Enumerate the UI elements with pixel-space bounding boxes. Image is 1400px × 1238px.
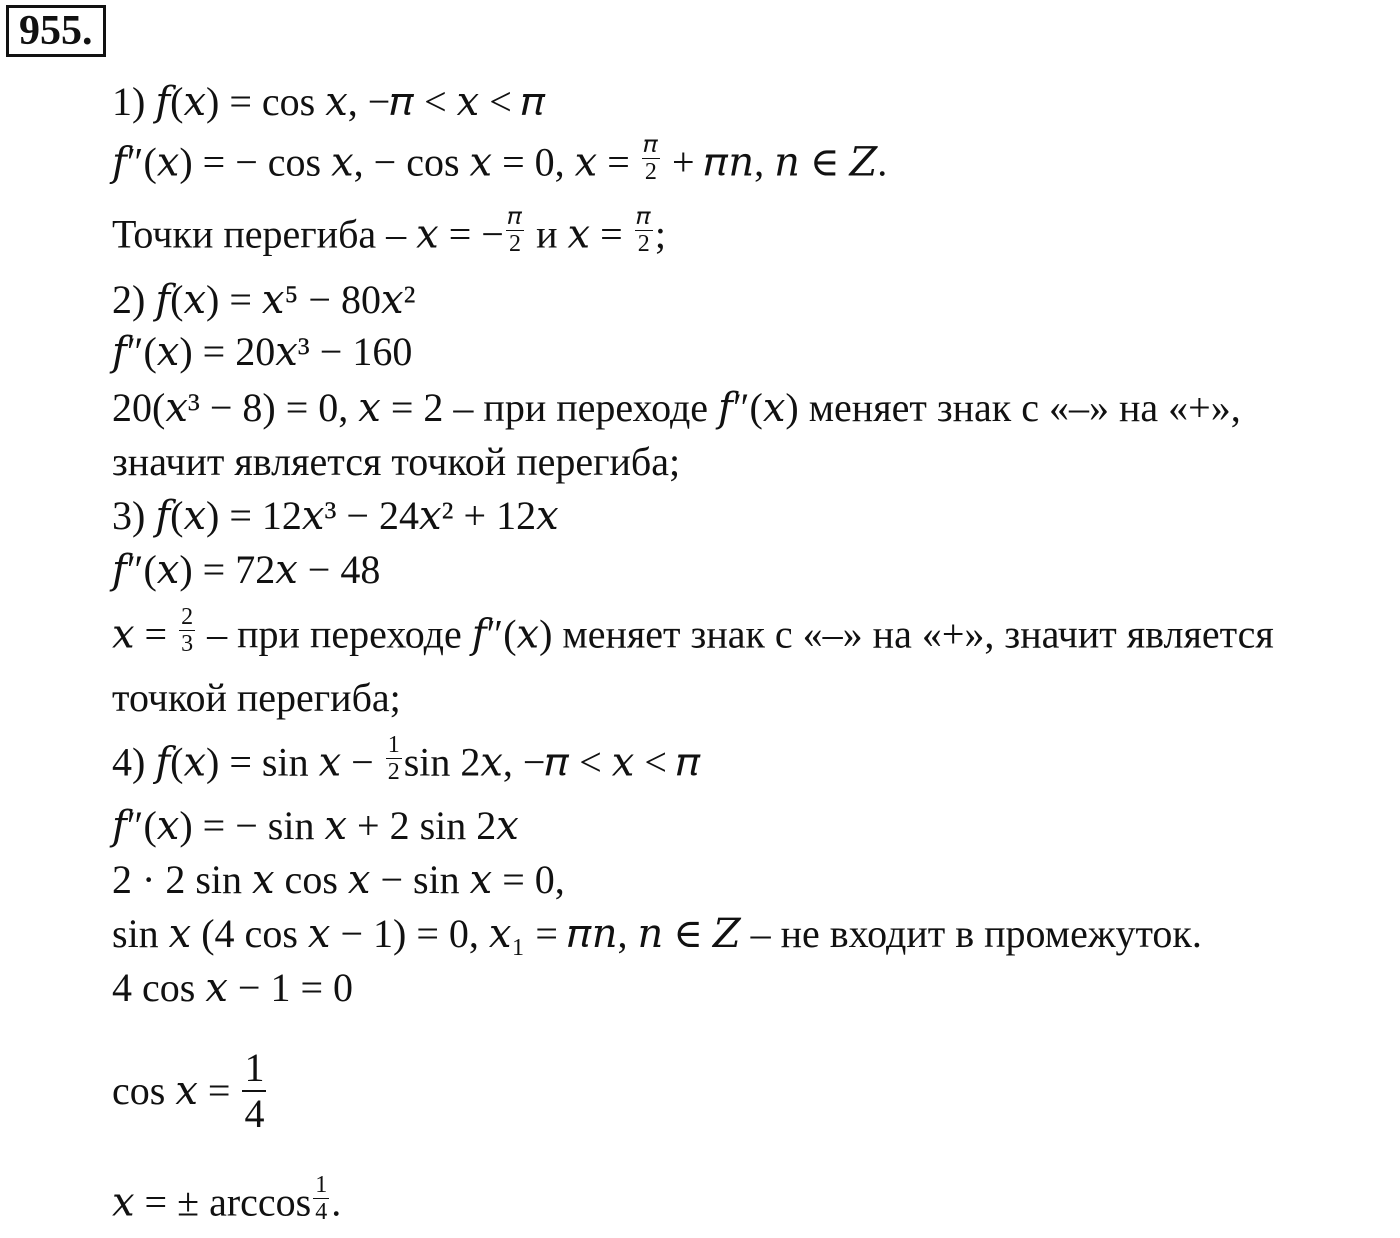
- solution-line: [112, 604, 1274, 665]
- fraction: [386, 732, 402, 785]
- fraction: [642, 132, 660, 185]
- fraction: [179, 604, 195, 657]
- math-text: .: [331, 1179, 342, 1225]
- solution-line: 3) 𝑓(𝑥) = 12𝑥³ − 24𝑥² + 12𝑥: [112, 493, 559, 538]
- solution-line: [112, 1045, 268, 1140]
- fraction-denominator: 2: [637, 231, 650, 257]
- solution-line: [112, 132, 888, 193]
- math-text: + 𝜋𝑛, 𝑛 ∈ 𝑍.: [662, 139, 888, 185]
- fraction-denominator: 2: [387, 759, 400, 785]
- fraction: [242, 1046, 266, 1136]
- solution-line: 4 cos 𝑥 − 1 = 0: [112, 965, 353, 1010]
- solution-line: [112, 1172, 342, 1233]
- solution-line: 𝑓″(𝑥) = 20𝑥³ − 160: [112, 329, 413, 374]
- solution-line: [112, 732, 701, 793]
- solution-line: значит является точкой перегиба;: [112, 439, 681, 484]
- solution-line: 1) 𝑓(𝑥) = cos 𝑥, −𝜋 < 𝑥 < 𝜋: [112, 79, 546, 124]
- fraction-denominator: 2: [644, 159, 657, 185]
- problem-number-badge: 955.: [6, 5, 106, 57]
- solution-line: 2) 𝑓(𝑥) = 𝑥⁵ − 80𝑥²: [112, 277, 416, 322]
- fraction-denominator: 4: [315, 1199, 328, 1225]
- math-text: – при переходе 𝑓″(𝑥) меняет знак с «–» на «+», значит является: [197, 611, 1274, 657]
- fraction-numerator: 2: [181, 604, 194, 630]
- solution-line: [112, 204, 667, 265]
- math-text: Точки перегиба – 𝑥 = −: [112, 211, 504, 257]
- fraction-numerator: 1: [387, 732, 400, 758]
- fraction: [635, 204, 653, 257]
- math-text: 𝑥 = ± arccos: [112, 1179, 312, 1225]
- fraction-denominator: 3: [181, 631, 194, 657]
- math-text: 𝑓″(𝑥) = − cos 𝑥, − cos 𝑥 = 0, 𝑥 =: [112, 139, 640, 185]
- solution-line: 𝑓″(𝑥) = − sin 𝑥 + 2 sin 2𝑥: [112, 803, 519, 848]
- fraction-denominator: 4: [244, 1091, 265, 1136]
- math-text: и 𝑥 =: [526, 211, 633, 257]
- fraction-numerator: 1: [315, 1172, 328, 1198]
- fraction-numerator: 1: [244, 1045, 265, 1090]
- fraction: [313, 1172, 329, 1225]
- solution-line: 𝑓″(𝑥) = 72𝑥 − 48: [112, 547, 381, 592]
- solution-line: точкой перегиба;: [112, 675, 401, 720]
- fraction-numerator: 𝜋: [636, 204, 651, 230]
- fraction-denominator: 2: [508, 231, 521, 257]
- solution-line: 20(𝑥³ − 8) = 0, 𝑥 = 2 – при переходе 𝑓″(𝑥) меняет знак с «–» на «+»,: [112, 385, 1241, 430]
- solution-line: 2 · 2 sin 𝑥 cos 𝑥 − sin 𝑥 = 0,: [112, 857, 565, 902]
- math-text: cos 𝑥 =: [112, 1068, 241, 1114]
- fraction: [506, 204, 524, 257]
- math-text: ;: [654, 211, 667, 257]
- fraction-numerator: 𝜋: [507, 204, 523, 230]
- fraction-numerator: 𝜋: [643, 132, 659, 158]
- math-text: 𝑥 =: [112, 611, 178, 657]
- math-text: sin 2𝑥, −𝜋 < 𝑥 < 𝜋: [403, 739, 701, 785]
- solution-line: sin 𝑥 (4 cos 𝑥 − 1) = 0, 𝑥₁ = 𝜋𝑛, 𝑛 ∈ 𝑍 – не входит в промежуток.: [112, 911, 1202, 956]
- math-text: 4) 𝑓(𝑥) = sin 𝑥 −: [112, 739, 384, 785]
